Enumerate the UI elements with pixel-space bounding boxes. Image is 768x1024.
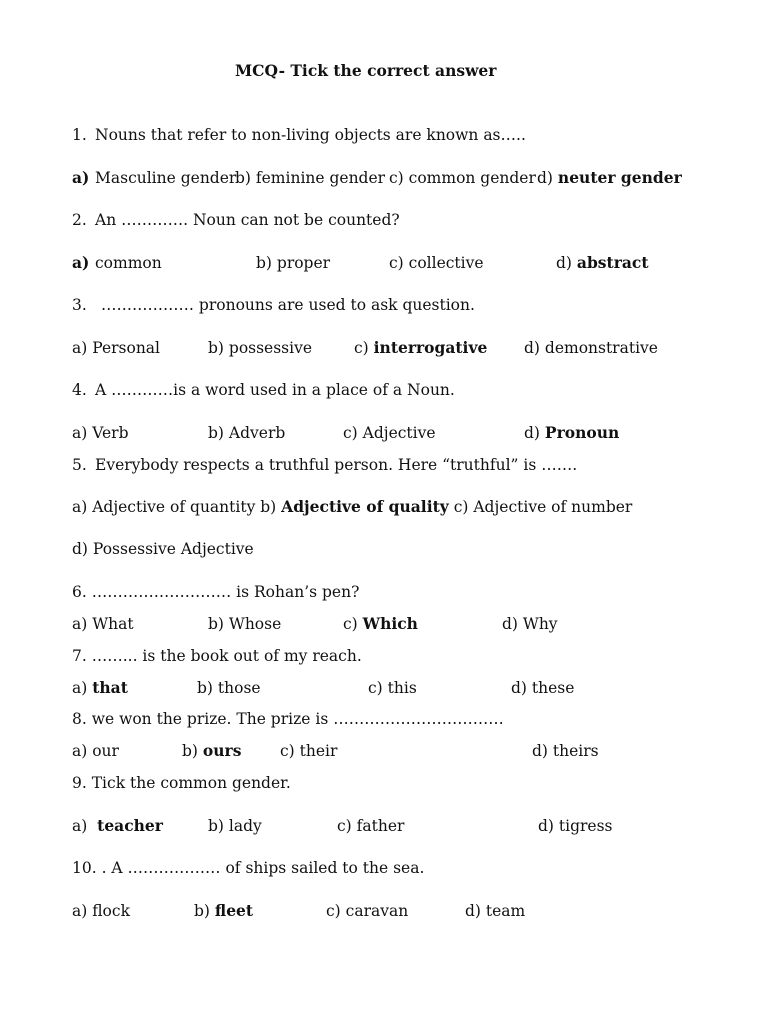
question-number: 5. bbox=[72, 456, 87, 474]
question-text: Everybody respects a truthful person. Here “truthful” is ……. bbox=[95, 456, 578, 474]
correct-answer: neuter gender bbox=[557, 168, 682, 187]
question-7: 7. ……... is the book out of my reach. bbox=[72, 647, 362, 665]
q5-option-a bbox=[72, 497, 632, 517]
q4-option-c: c) Adjective bbox=[343, 424, 436, 442]
correct-answer: fleet bbox=[214, 901, 254, 920]
option-label: c) bbox=[354, 339, 369, 357]
question-5 bbox=[72, 455, 577, 475]
q1-option-d bbox=[537, 168, 682, 188]
q9-option-a bbox=[72, 816, 163, 836]
q3-option-a: a) Personal bbox=[72, 339, 160, 357]
q1-option-b: b) feminine gender bbox=[235, 169, 386, 187]
q2-option-b: b) proper bbox=[256, 254, 331, 272]
question-1 bbox=[72, 125, 526, 145]
q7-option-b: b) those bbox=[197, 679, 261, 697]
q6-option-d: d) Why bbox=[502, 615, 558, 633]
q9-option-c: c) father bbox=[337, 817, 405, 835]
option-text: c) Adjective of number bbox=[453, 498, 633, 516]
q2-option-d bbox=[556, 253, 649, 273]
q10-option-a: a) flock bbox=[72, 902, 130, 920]
q6-option-a: a) What bbox=[72, 615, 134, 633]
q10-option-b bbox=[194, 901, 253, 921]
q4-option-a: a) Verb bbox=[72, 424, 129, 442]
option-text: Masculine gender bbox=[95, 169, 237, 187]
q3-option-d: d) demonstrative bbox=[524, 339, 658, 357]
question-text: ……………… pronouns are used to ask question. bbox=[101, 296, 475, 314]
option-label: b) bbox=[182, 742, 198, 760]
q9-option-d: d) tigress bbox=[538, 817, 613, 835]
question-9: 9. Tick the common gender. bbox=[72, 774, 291, 792]
q1-option-c: c) common gender bbox=[389, 169, 536, 187]
question-4 bbox=[72, 380, 455, 400]
correct-answer: teacher bbox=[97, 816, 163, 835]
option-label: a) bbox=[72, 817, 88, 835]
option-text: a) Adjective of quantity b) bbox=[72, 498, 277, 516]
option-label: a) bbox=[72, 253, 90, 272]
q8-option-a: a) our bbox=[72, 742, 119, 760]
q8-option-c: c) their bbox=[280, 742, 338, 760]
question-2 bbox=[72, 210, 400, 230]
question-number: 1. bbox=[72, 126, 87, 144]
q4-option-d bbox=[524, 423, 619, 443]
option-label: b) bbox=[194, 902, 210, 920]
question-text: An …………. Noun can not be counted? bbox=[95, 211, 400, 229]
q9-option-b: b) lady bbox=[208, 817, 262, 835]
question-number: 3. bbox=[72, 296, 87, 314]
correct-answer: Adjective of quality bbox=[281, 497, 449, 516]
option-label: a) bbox=[72, 679, 88, 697]
q4-option-b: b) Adverb bbox=[208, 424, 286, 442]
q7-option-a bbox=[72, 678, 128, 698]
option-label: a) bbox=[72, 168, 90, 187]
q7-option-d: d) these bbox=[511, 679, 575, 697]
option-label: d) bbox=[537, 169, 553, 187]
correct-answer: that bbox=[92, 678, 128, 697]
question-text: A …………is a word used in a place of a Noun. bbox=[95, 381, 455, 399]
correct-answer: ours bbox=[202, 741, 242, 760]
question-10: 10. . A ……………… of ships sailed to the sea. bbox=[72, 859, 425, 877]
q7-option-c: c) this bbox=[368, 679, 417, 697]
q8-option-b bbox=[182, 741, 241, 761]
correct-answer: interrogative bbox=[373, 338, 488, 357]
option-label: d) bbox=[556, 254, 572, 272]
q3-option-c bbox=[354, 338, 487, 358]
q1-option-a bbox=[72, 168, 236, 188]
question-8: 8. we won the prize. The prize is …………………………… bbox=[72, 710, 504, 728]
q8-option-d: d) theirs bbox=[532, 742, 599, 760]
q10-option-c: c) caravan bbox=[326, 902, 409, 920]
question-6: 6. ……………………… is Rohan’s pen? bbox=[72, 583, 360, 601]
option-label: d) bbox=[524, 424, 540, 442]
q6-option-c bbox=[343, 614, 418, 634]
question-text: Nouns that refer to non-living objects are known as….. bbox=[95, 126, 526, 144]
question-number: 2. bbox=[72, 211, 87, 229]
correct-answer: abstract bbox=[576, 253, 649, 272]
q2-option-c: c) collective bbox=[389, 254, 484, 272]
correct-answer: Which bbox=[362, 614, 418, 633]
q2-option-a bbox=[72, 253, 162, 273]
correct-answer: Pronoun bbox=[544, 423, 620, 442]
option-label: c) bbox=[343, 615, 358, 633]
q5-option-d: d) Possessive Adjective bbox=[72, 540, 254, 558]
page-title: MCQ- Tick the correct answer bbox=[235, 61, 497, 80]
question-number: 4. bbox=[72, 381, 87, 399]
q10-option-d: d) team bbox=[465, 902, 526, 920]
question-3 bbox=[72, 295, 475, 315]
q6-option-b: b) Whose bbox=[208, 615, 282, 633]
option-text: common bbox=[95, 254, 162, 272]
q3-option-b: b) possessive bbox=[208, 339, 313, 357]
